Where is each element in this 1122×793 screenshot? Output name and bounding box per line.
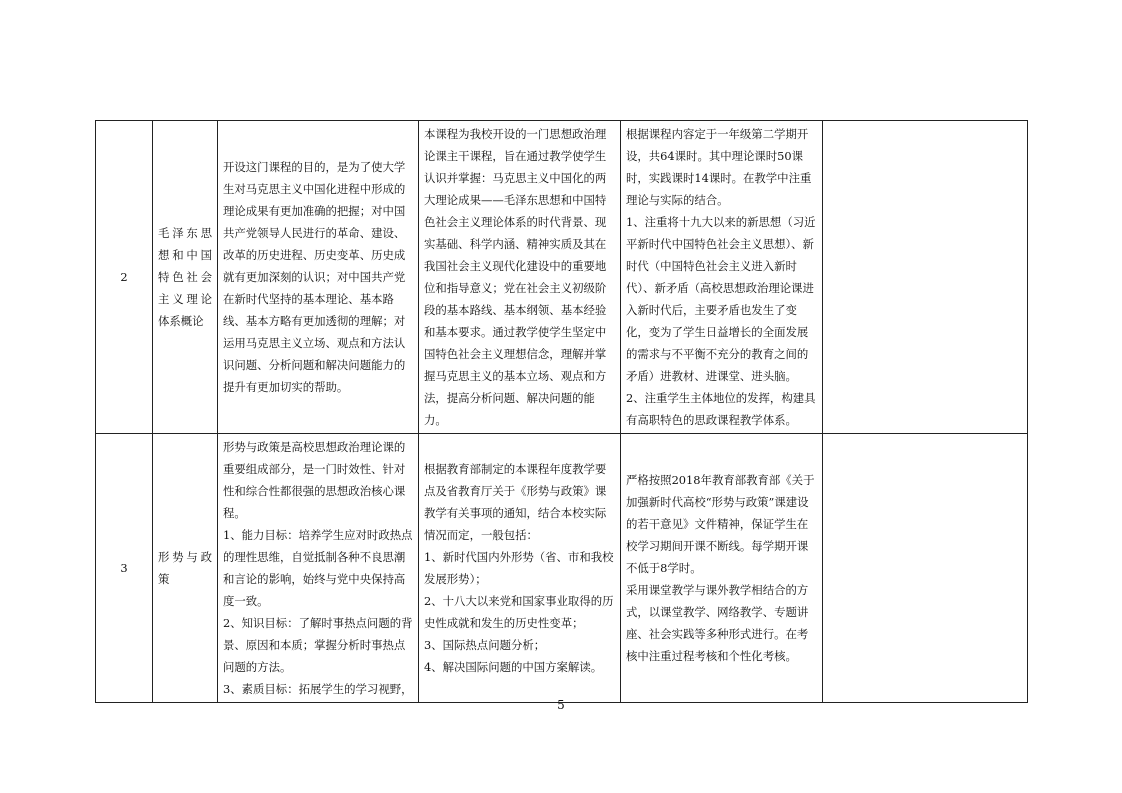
requirements-cell — [621, 121, 823, 434]
row-number-cell — [96, 434, 153, 703]
requirements-paragraph: 2、注重学生主体地位的发挥，构建具有高职特色的思政课程教学体系。 — [626, 391, 816, 427]
objective-paragraph: 2、知识目标：了解时事热点问题的背景、原因和本质；掌握分析时事热点问题的方法。 — [223, 616, 413, 674]
content-paragraph: 2、十八大以来党和国家事业取得的历史性成就和发生的历史性变革； — [424, 594, 614, 630]
course-name: 形势与政策 — [158, 550, 212, 586]
content-paragraph: 本课程为我校开设的一门思想政治理论课主干课程，旨在通过教学使学生认识并掌握：马克思主义中国化的两大理论成果——毛泽东思想和中国特色社会主义理论体系的时代背景、现实基础、科学内涵、精神实质及其在我国社会主义现代化建设中的重要地位和指导意义；党在社会主义初级阶段的基本路线、基本纲领、基本经验和基本要求。通过教学使学生坚定中国特色社会主义理想信念，理解并掌握马克思主义的基本立场、观点和方法，提高分析问题、解决问题的能力。 — [424, 127, 607, 427]
content-paragraph: 4、解决国际问题的中国方案解读。 — [424, 660, 603, 674]
row-number-cell — [96, 121, 153, 434]
objective-paragraph: 3、素质目标：拓展学生的学习视野， — [223, 682, 413, 696]
course-table — [95, 120, 1028, 703]
requirements-paragraph: 根据课程内容定于一年级第二学期开设，共64课时。其中理论课时50课时，实践课时14课时。在教学中注重理论与实际的结合。 — [626, 127, 812, 207]
requirements-paragraph: 采用课堂教学与课外教学相结合的方式，以课堂教学、网络教学、专题讲座、社会实践等多种形式进行。在考核中注重过程考核和个性化考核。 — [626, 583, 809, 663]
page-number: 5 — [557, 698, 565, 712]
objective-cell — [218, 434, 419, 703]
remark-cell — [823, 434, 1028, 703]
table-row — [96, 434, 1028, 703]
row-number: 2 — [120, 270, 128, 284]
requirements-cell — [621, 434, 823, 703]
objective-paragraph: 1、能力目标：培养学生应对时政热点的理性思维，自觉抵制各种不良思潮和言论的影响，始终与党中央保持高度一致。 — [223, 528, 413, 608]
course-name-cell — [153, 434, 218, 703]
requirements-paragraph: 严格按照2018年教育部教育部《关于加强新时代高校“形势与政策”课建设的若干意见》文件精神，保证学生在校学习期间开课不断线。每学期开课不低于8学时。 — [626, 473, 815, 575]
remark-cell — [823, 121, 1028, 434]
course-name-cell — [153, 121, 218, 434]
objective-paragraph: 形势与政策是高校思想政治理论课的重要组成部分，是一门时效性、针对性和综合性都很强的思想政治核心课程。 — [223, 440, 406, 520]
objective-paragraph: 开设这门课程的目的，是为了使大学生对马克思主义中国化进程中形成的理论成果有更加准确的把握；对中国共产党领导人民进行的革命、建设、改革的历史进程、历史变革、历史成就有更加深刻的认识；对中国共产党在新时代坚持的基本理论、基本路线、基本方略有更加透彻的理解；对运用马克思主义立场、观点和方法认识问题、分析问题和解决问题能力的提升有更加切实的帮助。 — [223, 160, 406, 394]
content-paragraph: 3、国际热点问题分析； — [424, 638, 546, 652]
content-cell — [419, 434, 621, 703]
requirements-paragraph: 1、注重将十九大以来的新思想（习近平新时代中国特色社会主义思想）、新时代（中国特色社会主义进入新时代）、新矛盾（高校思想政治理论课进入新时代后，主要矛盾也发生了变化，变为了学生日益增长的全面发展的需求与不平衡不充分的教育之间的矛盾）进教材、进课堂、进头脑。 — [626, 215, 816, 383]
content-cell — [419, 121, 621, 434]
content-paragraph: 1、新时代国内外形势（省、市和我校发展形势）； — [424, 550, 614, 586]
row-number: 3 — [120, 561, 128, 575]
table-row — [96, 121, 1028, 434]
objective-cell — [218, 121, 419, 434]
content-paragraph: 根据教育部制定的本课程年度教学要点及省教育厅关于《形势与政策》课教学有关事项的通知，结合本校实际情况而定，一般包括： — [424, 462, 607, 542]
course-name: 毛泽东思想和中国特色社会主义理论体系概论 — [158, 226, 212, 328]
